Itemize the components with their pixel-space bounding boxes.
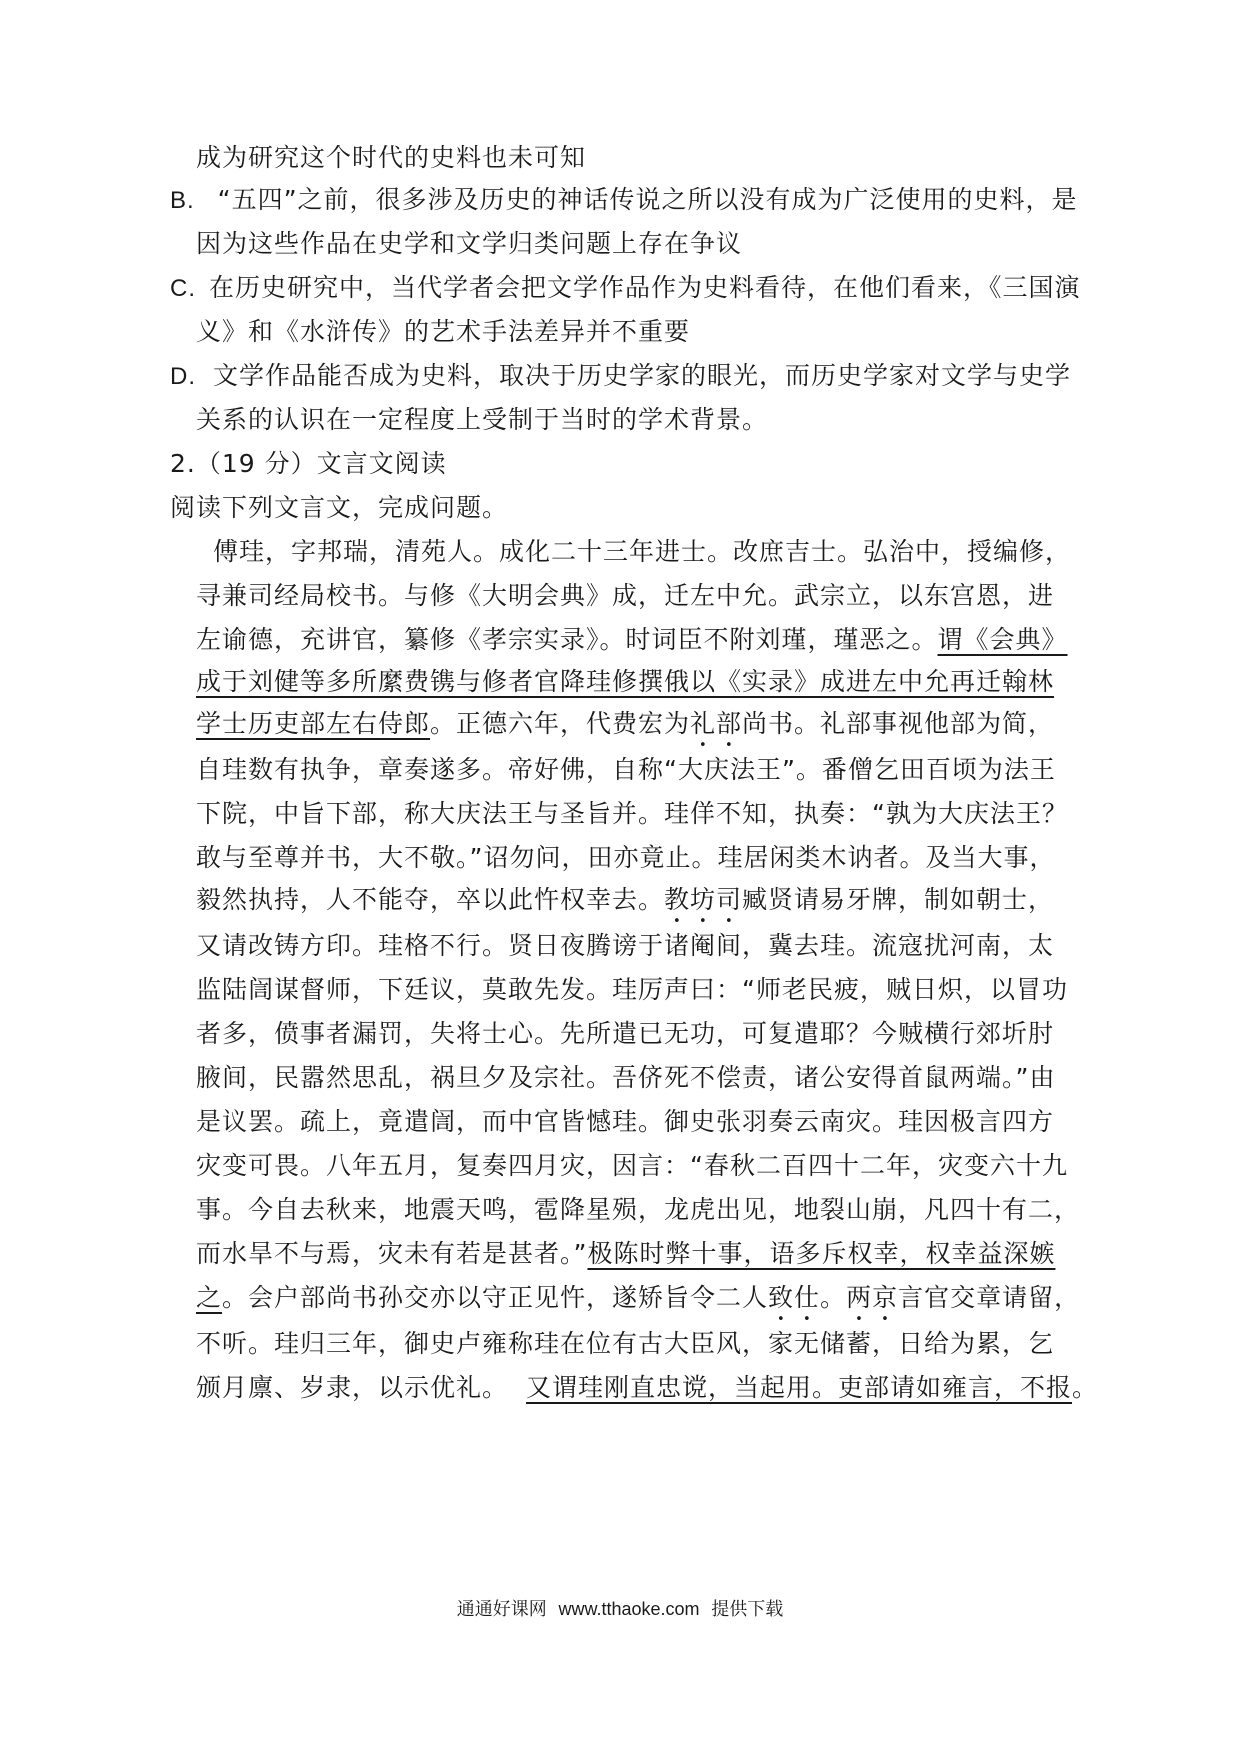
passage-line-2: 寻兼司经局校书。与修《大明会典》成，迁左中允。武宗立，以东宫恩，进 (196, 581, 1055, 610)
option-c-line-1 (170, 270, 1080, 307)
passage-line-5 (196, 706, 1054, 753)
option-b-text-1: “五四”之前，很多涉及历史的神话传说之所以没有成为广泛使用的史料，是 (217, 185, 1078, 214)
passage-line-9-text: 毅然执持，人不能夺，卒以此忤权幸去。 (196, 885, 665, 914)
passage-line-20 (196, 1370, 1098, 1406)
passage-line-1: 傅珪，字邦瑞，清苑人。成化二十三年进士。改庶吉士。弘治中，授编修， (213, 537, 1072, 566)
passage-line-18-tail: 言官交章请留， (898, 1283, 1081, 1312)
passage-line-9 (196, 882, 1054, 929)
underlined-passage-middle: 成于刘健等多所縻费镌与修者官降珪修撰俄以《实录》成进左中允再迁翰林 (196, 667, 1055, 696)
passage-line-15: 灾变可畏。八年五月，复奏四月灾，因言：“春秋二百四十二年，灾变六十九 (196, 1151, 1068, 1180)
option-b-line-2: 因为这些作品在史学和文学归类问题上存在争议 (196, 229, 743, 258)
passage-line-3 (196, 622, 1068, 658)
passage-line-20-text: 颁月廪、岁隶，以示优礼。 (196, 1373, 509, 1402)
dotted-term-liangjing: 两京 (846, 1283, 899, 1312)
passage-line-7: 下院，中旨下部，称大庆法王与圣旨并。珪佯不知，执奏：“孰为大庆法王？ (196, 799, 1068, 828)
passage-line-10: 又请改铸方印。珪格不行。贤日夜腾谤于诸阉间，冀去珪。流寇扰河南，太 (196, 931, 1055, 960)
footer-url: www.tthaoke.com (558, 1599, 700, 1619)
passage-line-5-text: 。正德六年，代费宏为 (430, 709, 691, 738)
passage-line-3-text: 左谕德，充讲官，纂修《孝宗实录》。时词臣不附刘瑾，瑾恶之。 (196, 625, 938, 654)
underlined-sentence-3: 又谓珪刚直忠谠，当起用。吏部请如雍言，不报 (526, 1373, 1073, 1402)
option-d-text-1: 文学作品能否成为史料，取决于历史学家的眼光，而历史学家对文学与史学 (212, 361, 1071, 390)
passage-line-9-tail: 臧贤请易牙牌，制如朝士， (742, 885, 1055, 914)
passage-line-14: 是议罢。疏上，竟遣訚，而中官皆憾珪。御史张羽奏云南灾。珪因极言四方 (196, 1107, 1055, 1136)
page-footer (0, 1596, 1240, 1623)
passage-line-18-text: 。会户部尚书孙交亦以守正见忤，遂矫旨令二人 (222, 1283, 769, 1312)
dotted-term-jiaofangsi: 教坊司 (664, 885, 743, 914)
underlined-sentence-2-end: 之 (196, 1283, 223, 1312)
option-a-tail: 成为研究这个时代的史料也未可知 (196, 143, 587, 172)
passage-line-8: 敢与至尊并书，大不敬。”诏勿问，田亦竟止。珪居闲类木讷者。及当大事， (196, 843, 1056, 872)
footer-site-name: 通通好课网 (456, 1599, 547, 1620)
passage-line-19: 不听。珪归三年，御史卢雍称珪在位有古大臣风，家无储蓄，日给为累，乞 (196, 1329, 1055, 1358)
option-d-label: D. (170, 363, 196, 390)
underlined-passage-start: 谓《会典》 (937, 625, 1068, 654)
question-2-instruction: 阅读下列文言文，完成问题。 (170, 493, 509, 522)
option-c-label: C. (170, 275, 196, 302)
passage-line-13: 腋间，民嚣然思乱，祸旦夕及宗社。吾侪死不偿责，诸公安得首鼠两端。”由 (196, 1063, 1056, 1092)
option-c-line-2: 义》和《水浒传》的艺术手法差异并不重要 (196, 317, 691, 346)
passage-line-18 (196, 1280, 1080, 1327)
underlined-sentence-2-start: 极陈时弊十事，语多斥权幸，权幸益深嫉 (587, 1239, 1056, 1268)
option-d-line-1 (170, 358, 1071, 395)
footer-suffix: 提供下载 (711, 1599, 784, 1620)
passage-line-20-tail: 。 (1072, 1373, 1099, 1402)
passage-line-4 (196, 664, 1054, 700)
passage-line-12: 者多，偾事者漏罚，失将士心。先所遣已无功，可复遣耶？今贼横行郊圻肘 (196, 1019, 1055, 1048)
passage-line-17 (196, 1236, 1055, 1272)
option-b-line-1 (170, 182, 1078, 219)
option-c-text-1: 在历史研究中，当代学者会把文学作品作为史料看待，在他们看来，《三国演 (208, 273, 1081, 302)
passage-line-17-text: 而水旱不与焉，灾未有若是甚者。” (196, 1239, 588, 1268)
passage-line-16: 事。今自去秋来，地震天鸣，雹降星殒，龙虎出见，地裂山崩，凡四十有二， (196, 1195, 1081, 1224)
dotted-term-libu: 礼部 (690, 709, 743, 738)
passage-line-5-tail: 尚书。礼部事视他部为简， (742, 709, 1055, 738)
question-2-heading: 2.（19 分）文言文阅读 (170, 449, 447, 478)
underlined-passage-end: 学士历吏部左右侍郎 (196, 709, 431, 738)
dotted-term-zhishi: 致仕 (768, 1283, 821, 1312)
option-b-label: B. (170, 187, 195, 214)
passage-line-6: 自珪数有执争，章奏遂多。帝好佛，自称“大庆法王”。番僧乞田百顷为法王 (196, 755, 1056, 784)
option-d-line-2: 关系的认识在一定程度上受制于当时的学术背景。 (196, 405, 769, 434)
passage-line-18-punct: 。 (820, 1283, 847, 1312)
passage-line-11: 监陆訚谋督师，下廷议，莫敢先发。珪厉声曰：“师老民疲，贼日炽，以冒功 (196, 975, 1068, 1004)
